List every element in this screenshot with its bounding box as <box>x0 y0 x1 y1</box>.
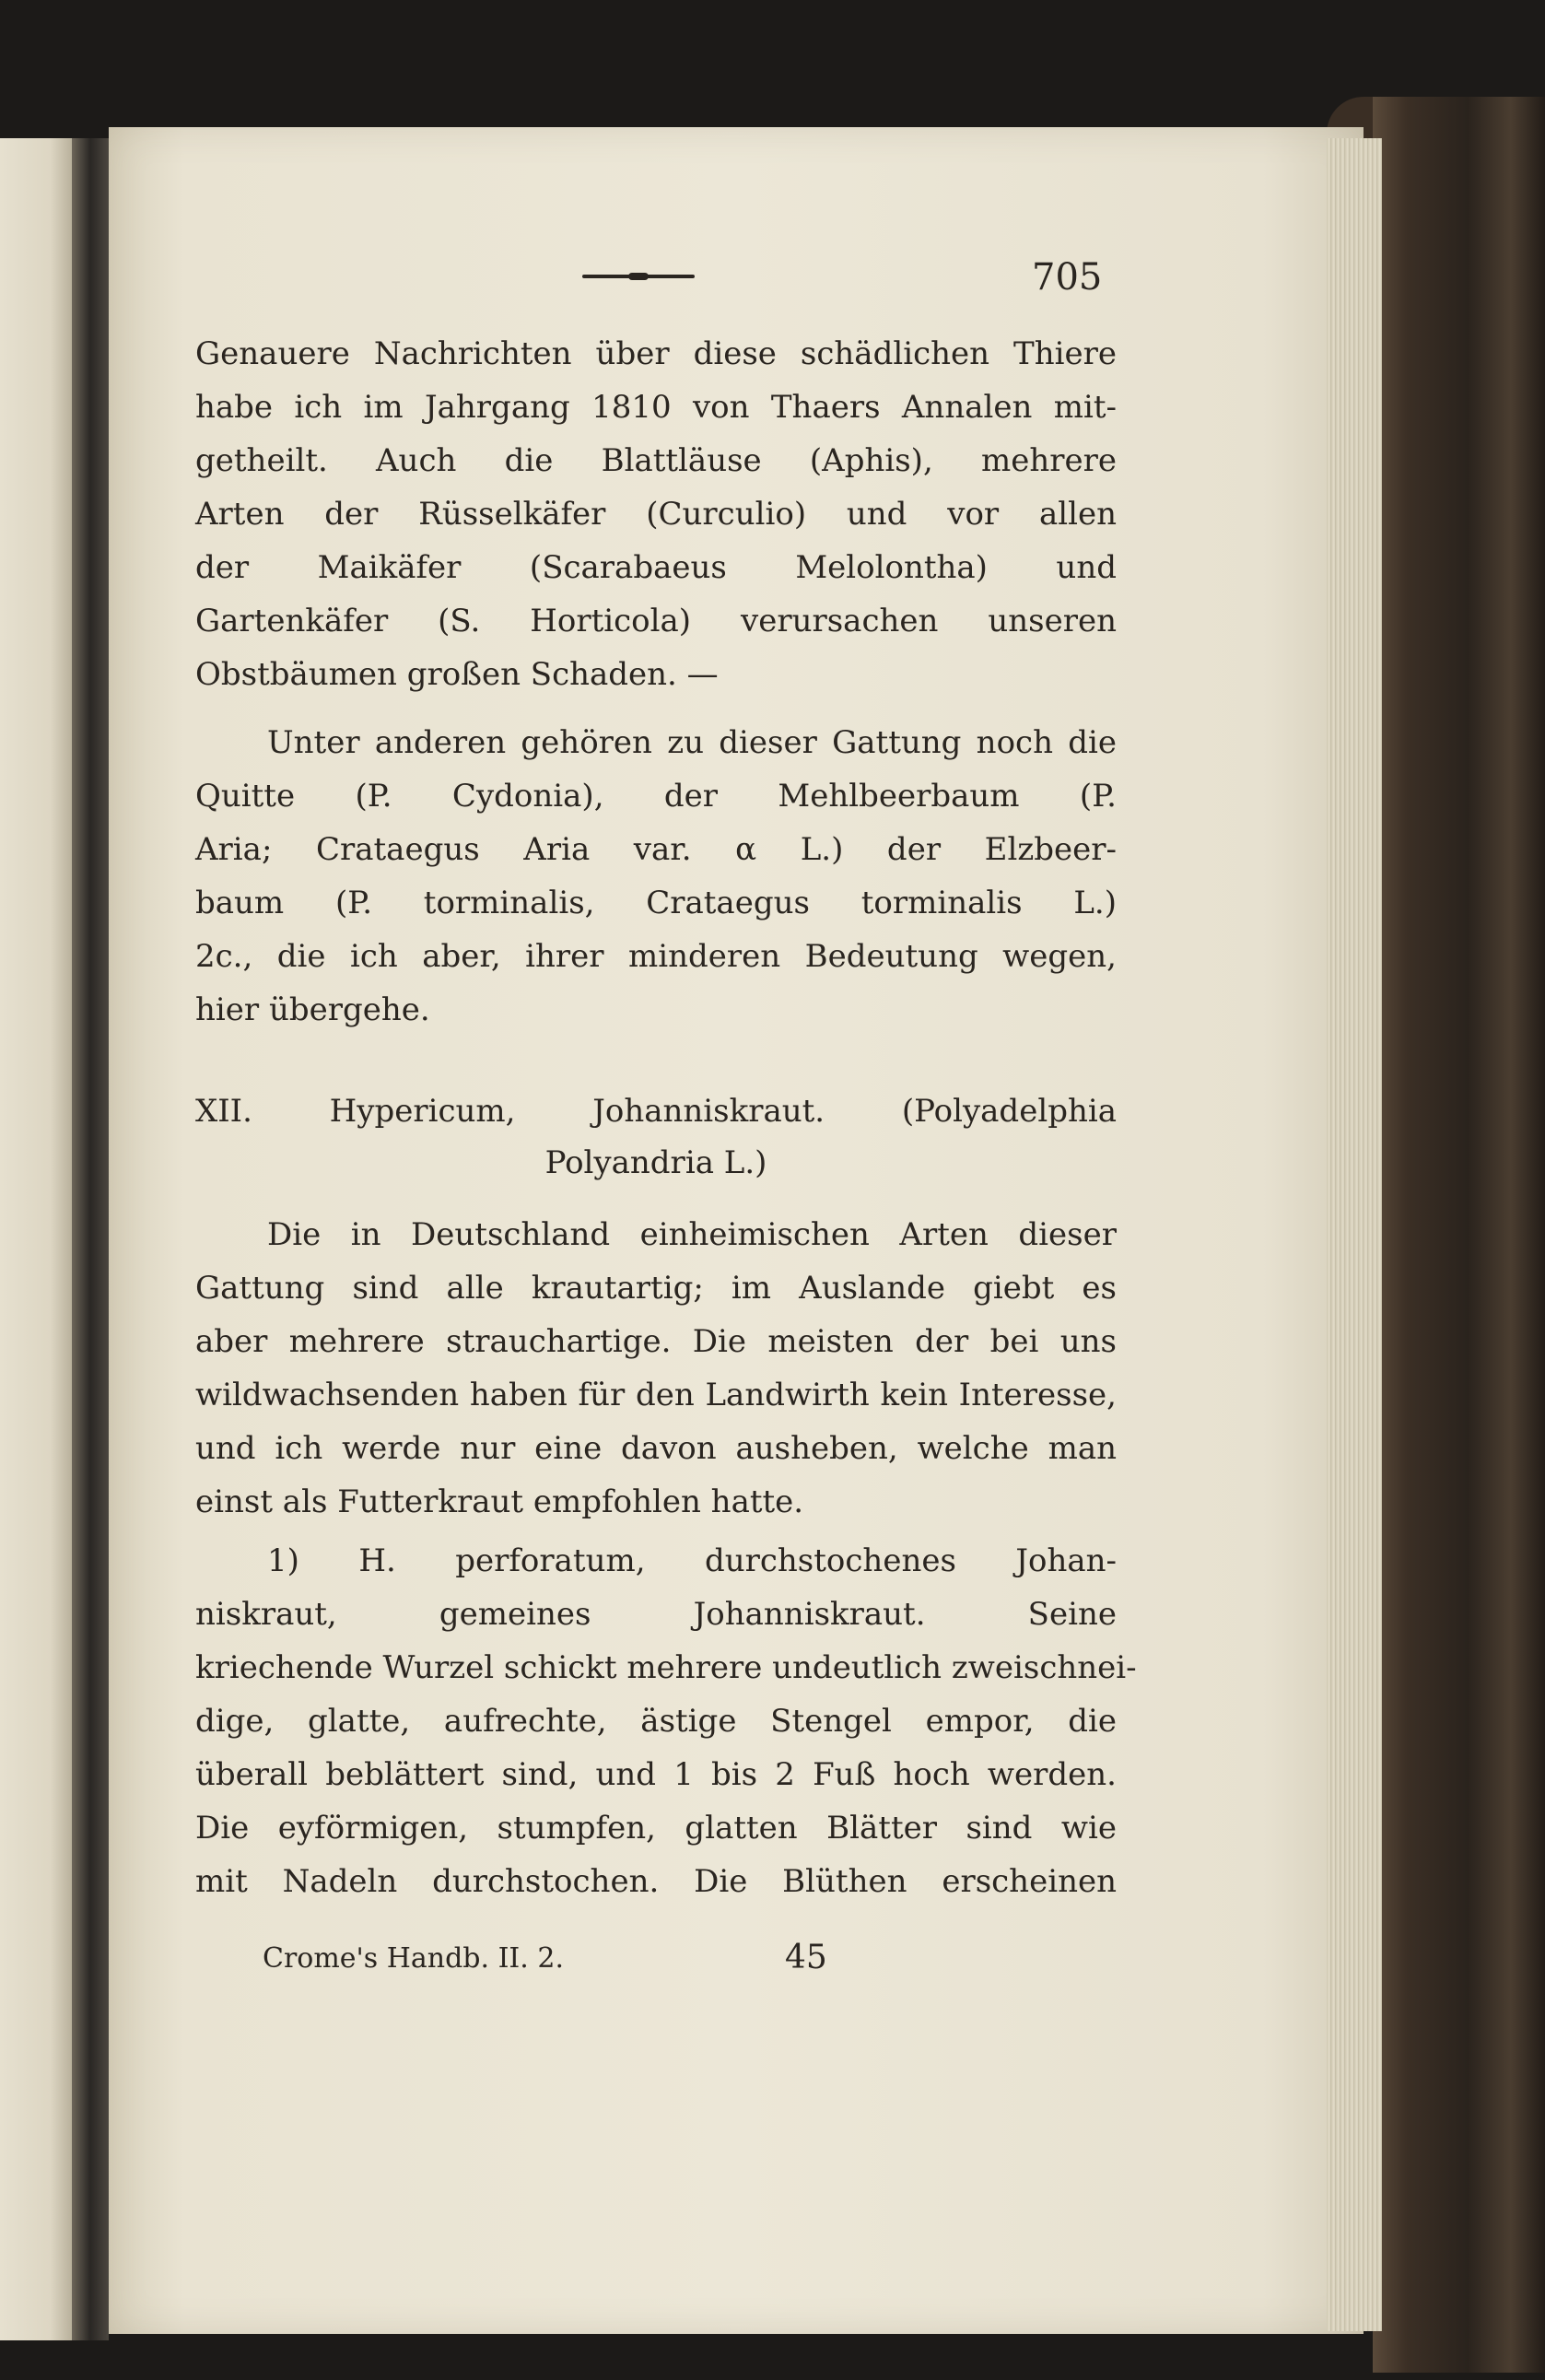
text-line: Gattung sind alle krautartig; im Auslande giebt es <box>195 1270 1117 1307</box>
header-ornament-rule <box>582 273 695 280</box>
text-line: wildwachsenden haben für den Landwirth kein Interesse, <box>195 1377 1117 1413</box>
signature-mark: 45 <box>785 1939 827 1976</box>
text-line: 1) H. perforatum, durchstochenes Johan- <box>267 1542 1117 1579</box>
text-line: der Maikäfer (Scarabaeus Melolontha) und <box>195 549 1117 586</box>
running-title: Crome's Handb. II. 2. <box>263 1942 564 1975</box>
text-line: und ich werde nur eine davon ausheben, welche man <box>195 1430 1117 1467</box>
left-page-edge <box>0 138 72 2340</box>
text-line: Gartenkäfer (S. Horticola) verursachen unseren <box>195 603 1117 639</box>
text-line: überall beblättert sind, und 1 bis 2 Fuß hoch werden. <box>195 1756 1117 1793</box>
text-line: baum (P. torminalis, Crataegus torminalis L.) <box>195 885 1117 921</box>
page-stack-edge <box>1327 138 1382 2331</box>
text-line: niskraut, gemeines Johanniskraut. Seine <box>195 1596 1117 1633</box>
text-line: getheilt. Auch die Blattläuse (Aphis), mehrere <box>195 442 1117 479</box>
text-line: 2c., die ich aber, ihrer minderen Bedeutung wegen, <box>195 938 1117 975</box>
text-line: einst als Futterkraut empfohlen hatte. <box>195 1483 804 1520</box>
book-cover-edge <box>1373 97 1545 2373</box>
text-line: habe ich im Jahrgang 1810 von Thaers Annalen mit- <box>195 389 1117 426</box>
text-line: dige, glatte, aufrechte, ästige Stengel empor, die <box>195 1703 1117 1740</box>
page-number: 705 <box>1032 256 1103 299</box>
book-gutter <box>72 138 109 2340</box>
text-line: kriechende Wurzel schickt mehrere undeutlich zweischnei- <box>195 1649 1137 1686</box>
text-line: Die eyförmigen, stumpfen, glatten Blätter sind wie <box>195 1810 1117 1847</box>
text-line: aber mehrere strauchartige. Die meisten der bei uns <box>195 1323 1117 1360</box>
section-heading-continued: Polyandria L.) <box>544 1144 767 1181</box>
text-line: hier übergehe. <box>195 991 430 1028</box>
text-line: Unter anderen gehören zu dieser Gattung noch die <box>267 724 1117 761</box>
text-line: Obstbäumen großen Schaden. — <box>195 656 719 693</box>
text-line: Die in Deutschland einheimischen Arten dieser <box>267 1216 1117 1253</box>
text-line: mit Nadeln durchstochen. Die Blüthen erscheinen <box>195 1863 1117 1900</box>
text-line: Quitte (P. Cydonia), der Mehlbeerbaum (P. <box>195 778 1117 815</box>
section-heading: XII. Hypericum, Johanniskraut. (Polyadelphia <box>195 1093 1117 1130</box>
text-line: Arten der Rüsselkäfer (Curculio) und vor allen <box>195 496 1117 533</box>
text-line: Aria; Crataegus Aria var. α L.) der Elzbeer- <box>195 831 1117 868</box>
text-line: Genauere Nachrichten über diese schädlichen Thiere <box>195 335 1117 372</box>
